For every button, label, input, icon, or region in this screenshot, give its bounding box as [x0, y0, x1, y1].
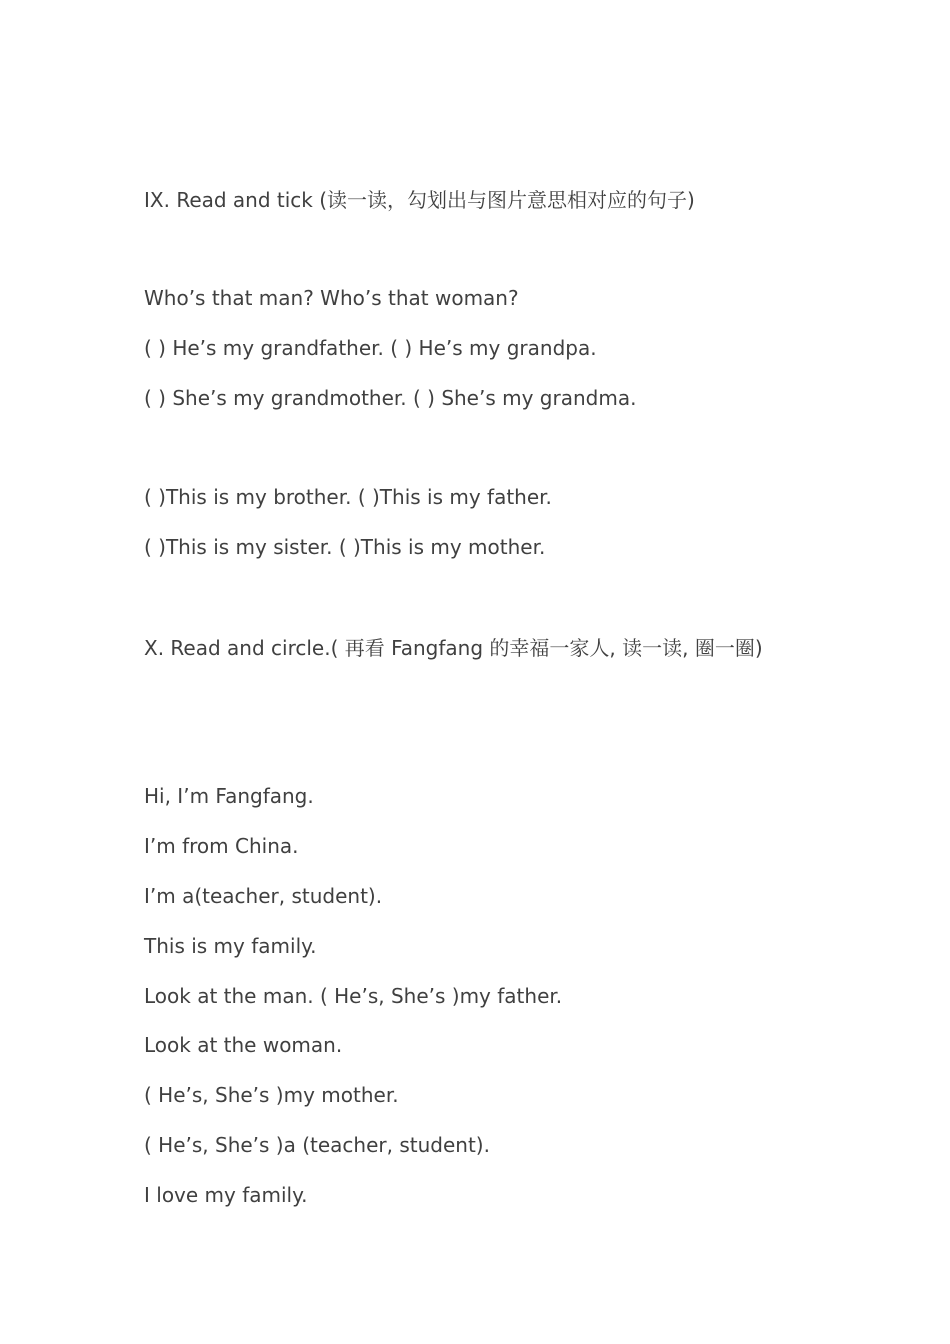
passage-line: Look at the woman.	[144, 1033, 343, 1057]
tick-option-line-1: ( ) He’s my grandfather. ( ) He’s my grandpa.	[144, 336, 597, 360]
question-text: Who’s that man? Who’s that woman?	[144, 286, 519, 310]
tick-option-line-2: ( ) She’s my grandmother. ( ) She’s my grandma.	[144, 386, 637, 410]
passage-line: This is my family.	[144, 934, 317, 958]
tick-option-line-3: ( )This is my brother. ( )This is my father.	[144, 485, 552, 509]
section-9-heading: IX. Read and tick (读一读，勾划出与图片意思相对应的句子)	[144, 188, 695, 212]
passage-line: I’m from China.	[144, 834, 299, 858]
passage-line: Hi, I’m Fangfang.	[144, 784, 314, 808]
passage-line: ( He’s, She’s )a (teacher, student).	[144, 1133, 490, 1157]
section-10-heading: X. Read and circle.( 再看 Fangfang 的幸福一家人, 读一读, 圈一圈)	[144, 636, 763, 660]
passage-line: ( He’s, She’s )my mother.	[144, 1083, 399, 1107]
passage-line: I’m a(teacher, student).	[144, 884, 383, 908]
tick-option-line-4: ( )This is my sister. ( )This is my mother.	[144, 535, 546, 559]
passage-line: Look at the man. ( He’s, She’s )my father.	[144, 984, 563, 1008]
passage-line: I love my family.	[144, 1183, 308, 1207]
